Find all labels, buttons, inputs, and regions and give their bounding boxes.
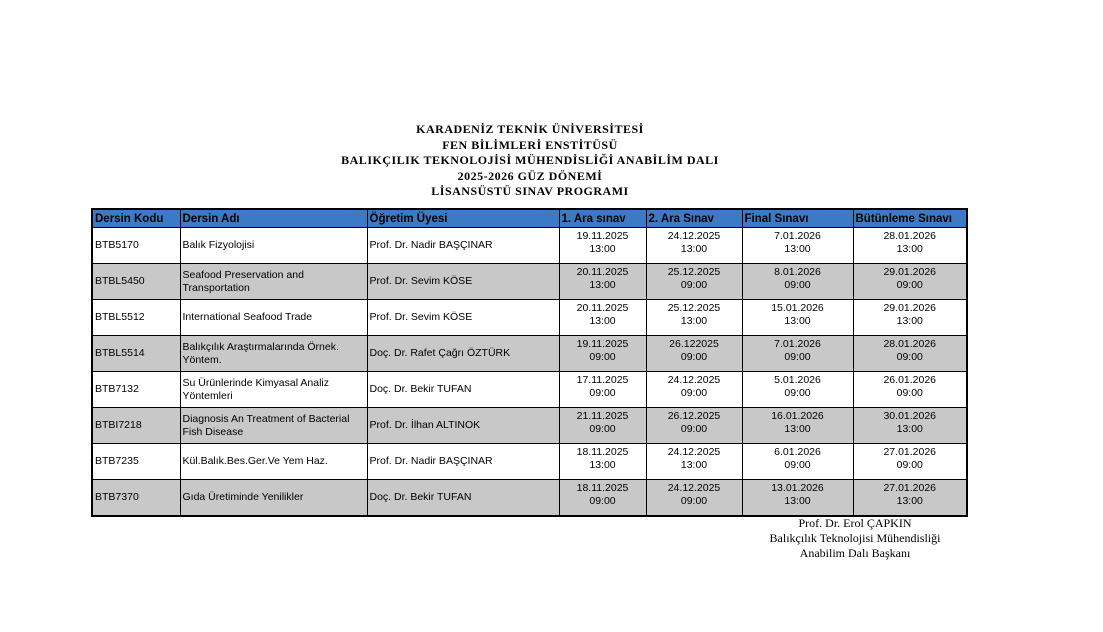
column-header: 1. Ara sınav bbox=[559, 209, 646, 228]
course-code-cell-text: BTB7132 bbox=[95, 383, 139, 395]
midterm2-cell bbox=[646, 372, 742, 408]
final-cell-date: 16.01.2026 bbox=[771, 410, 824, 422]
midterm2-cell-date: 25.12.2025 bbox=[667, 266, 721, 278]
table-row bbox=[92, 228, 967, 264]
midterm1-cell bbox=[559, 372, 646, 408]
midterm2-cell-time: 13:00 bbox=[680, 243, 708, 255]
course-name-cell-text: Diagnosis An Treatment of Bacterial Fish Disease bbox=[182, 412, 350, 438]
final-cell bbox=[742, 372, 853, 408]
midterm2-cell-time: 13:00 bbox=[680, 459, 708, 471]
course-name-cell bbox=[180, 228, 367, 264]
final-cell-date: 13.01.2026 bbox=[771, 482, 824, 494]
institute-name: FEN BİLİMLERİ ENSTİTÜSÜ bbox=[442, 137, 618, 152]
midterm1-cell-time: 09:00 bbox=[589, 495, 616, 507]
instructor-cell bbox=[367, 372, 559, 408]
course-name-cell bbox=[180, 444, 367, 480]
makeup-cell bbox=[853, 372, 967, 408]
course-name-cell-text: Balık Fizyolojisi bbox=[182, 239, 255, 251]
midterm2-cell-time: 13:00 bbox=[680, 315, 708, 327]
midterm2-cell-date: 24.12.2025 bbox=[667, 374, 721, 386]
midterm1-cell-date: 19.11.2025 bbox=[576, 230, 629, 242]
makeup-cell-date: 30.01.2026 bbox=[883, 410, 937, 422]
final-cell-date: 7.01.2026 bbox=[774, 338, 821, 350]
table-row bbox=[92, 408, 967, 444]
signature-block bbox=[740, 516, 970, 561]
course-name-cell bbox=[180, 408, 367, 444]
final-cell bbox=[742, 336, 853, 372]
instructor-cell-text: Prof. Dr. Nadir BAŞÇINAR bbox=[369, 455, 493, 467]
makeup-cell-time: 09:00 bbox=[896, 459, 923, 471]
final-cell-time: 09:00 bbox=[784, 279, 811, 291]
course-code-cell-text: BTBL5450 bbox=[95, 275, 145, 287]
midterm2-cell-date: 26.12.2025 bbox=[667, 410, 721, 422]
instructor-cell bbox=[367, 444, 559, 480]
instructor-cell-text: Prof. Dr. İlhan ALTINOK bbox=[369, 419, 481, 431]
signatory-title: Balıkçılık Teknolojisi Mühendisliği bbox=[769, 531, 941, 545]
course-code-cell-text: BTB5170 bbox=[95, 239, 139, 251]
makeup-cell-date: 27.01.2026 bbox=[883, 446, 937, 458]
course-code-cell bbox=[92, 372, 180, 408]
makeup-cell-date: 27.01.2026 bbox=[883, 482, 937, 494]
table-row bbox=[92, 372, 967, 408]
course-code-cell bbox=[92, 408, 180, 444]
course-code-cell bbox=[92, 480, 180, 517]
makeup-cell bbox=[853, 336, 967, 372]
midterm2-cell-date: 25.12.2025 bbox=[667, 302, 721, 314]
course-name-cell-text: Su Ürünlerinde Kimyasal Analiz Yöntemleri bbox=[182, 376, 329, 402]
table-row bbox=[92, 300, 967, 336]
midterm1-cell-date: 18.11.2025 bbox=[576, 446, 629, 458]
makeup-cell-time: 13:00 bbox=[896, 423, 923, 435]
instructor-cell-text: Prof. Dr. Sevim KÖSE bbox=[369, 275, 473, 287]
midterm1-cell bbox=[559, 228, 646, 264]
midterm1-cell bbox=[559, 408, 646, 444]
final-cell bbox=[742, 228, 853, 264]
midterm1-cell bbox=[559, 264, 646, 300]
document-header bbox=[90, 122, 970, 200]
midterm2-cell bbox=[646, 228, 742, 264]
midterm1-cell-time: 09:00 bbox=[589, 351, 616, 363]
department-name: BALIKÇILIK TEKNOLOJİSİ MÜHENDİSLİĞİ ANABİLİM DALI bbox=[341, 153, 719, 167]
final-cell-time: 09:00 bbox=[784, 351, 811, 363]
document-title: LİSANSÜSTÜ SINAV PROGRAMI bbox=[431, 184, 629, 198]
midterm1-cell-time: 13:00 bbox=[589, 459, 616, 471]
midterm2-cell bbox=[646, 336, 742, 372]
midterm1-cell bbox=[559, 444, 646, 480]
course-code-cell-text: BTB7235 bbox=[95, 455, 139, 467]
university-name: KARADENİZ TEKNİK ÜNİVERSİTESİ bbox=[416, 122, 644, 136]
instructor-cell-text: Doç. Dr. Rafet Çağrı ÖZTÜRK bbox=[369, 347, 511, 359]
midterm1-cell-time: 13:00 bbox=[589, 279, 616, 291]
midterm2-cell bbox=[646, 264, 742, 300]
course-code-cell bbox=[92, 444, 180, 480]
makeup-cell bbox=[853, 264, 967, 300]
final-cell-time: 09:00 bbox=[784, 459, 811, 471]
course-code-cell-text: BTBL5512 bbox=[95, 311, 145, 323]
midterm1-cell-time: 13:00 bbox=[589, 315, 616, 327]
course-code-cell bbox=[92, 336, 180, 372]
makeup-cell bbox=[853, 480, 967, 517]
makeup-cell bbox=[853, 444, 967, 480]
instructor-cell bbox=[367, 300, 559, 336]
final-cell bbox=[742, 408, 853, 444]
midterm2-cell-time: 09:00 bbox=[680, 351, 708, 363]
midterm1-cell bbox=[559, 300, 646, 336]
final-cell bbox=[742, 300, 853, 336]
instructor-cell-text: Doç. Dr. Bekir TUFAN bbox=[369, 491, 472, 503]
column-header: Dersin Kodu bbox=[92, 209, 180, 228]
course-code-cell bbox=[92, 264, 180, 300]
final-cell-date: 5.01.2026 bbox=[774, 374, 821, 386]
instructor-cell-text: Prof. Dr. Sevim KÖSE bbox=[369, 311, 473, 323]
midterm2-cell-date: 24.12.2025 bbox=[667, 230, 721, 242]
course-code-cell-text: BTBL5514 bbox=[95, 347, 145, 359]
final-cell-date: 7.01.2026 bbox=[774, 230, 821, 242]
makeup-cell-time: 13:00 bbox=[896, 495, 923, 507]
instructor-cell bbox=[367, 264, 559, 300]
makeup-cell-time: 13:00 bbox=[896, 315, 923, 327]
makeup-cell-date: 28.01.2026 bbox=[883, 338, 937, 350]
midterm1-cell-date: 17.11.2025 bbox=[576, 374, 629, 386]
course-name-cell bbox=[180, 264, 367, 300]
midterm1-cell-time: 13:00 bbox=[589, 243, 616, 255]
instructor-cell bbox=[367, 228, 559, 264]
makeup-cell-time: 09:00 bbox=[896, 279, 923, 291]
final-cell bbox=[742, 264, 853, 300]
instructor-cell-text: Doç. Dr. Bekir TUFAN bbox=[369, 383, 472, 395]
midterm2-cell bbox=[646, 300, 742, 336]
midterm1-cell bbox=[559, 336, 646, 372]
midterm2-cell-date: 24.12.2025 bbox=[667, 446, 721, 458]
course-code-cell-text: BTBI7218 bbox=[95, 419, 142, 431]
midterm2-cell-time: 09:00 bbox=[680, 423, 708, 435]
instructor-cell bbox=[367, 408, 559, 444]
course-name-cell-text: Seafood Preservation and Transportation bbox=[182, 268, 304, 294]
course-name-cell bbox=[180, 300, 367, 336]
midterm2-cell-time: 09:00 bbox=[680, 495, 708, 507]
midterm2-cell-time: 09:00 bbox=[680, 279, 708, 291]
semester: 2025-2026 GÜZ DÖNEMİ bbox=[457, 168, 603, 183]
midterm2-cell-date: 26.122025 bbox=[669, 338, 719, 350]
midterm1-cell-time: 09:00 bbox=[589, 423, 616, 435]
makeup-cell bbox=[853, 300, 967, 336]
final-cell-date: 15.01.2026 bbox=[771, 302, 824, 314]
midterm1-cell-date: 20.11.2025 bbox=[576, 302, 629, 314]
course-name-cell-text: Balıkçılık Araştırmalarında Örnek. Yöntem. bbox=[182, 340, 339, 366]
final-cell-time: 13:00 bbox=[784, 423, 811, 435]
makeup-cell-date: 29.01.2026 bbox=[883, 266, 937, 278]
makeup-cell-time: 09:00 bbox=[896, 387, 923, 399]
makeup-cell-date: 28.01.2026 bbox=[883, 230, 937, 242]
midterm1-cell-date: 18.11.2025 bbox=[576, 482, 629, 494]
instructor-cell bbox=[367, 480, 559, 517]
course-code-cell-text: BTB7370 bbox=[95, 491, 139, 503]
final-cell-time: 13:00 bbox=[784, 315, 811, 327]
final-cell-date: 6.01.2026 bbox=[774, 446, 821, 458]
final-cell-time: 09:00 bbox=[784, 387, 811, 399]
makeup-cell-time: 09:00 bbox=[896, 351, 923, 363]
final-cell bbox=[742, 444, 853, 480]
course-name-cell-text: Gıda Üretiminde Yenilikler bbox=[182, 491, 304, 503]
course-name-cell-text: International Seafood Trade bbox=[182, 311, 313, 323]
makeup-cell-date: 26.01.2026 bbox=[883, 374, 937, 386]
midterm2-cell bbox=[646, 408, 742, 444]
column-header: Bütünleme Sınavı bbox=[853, 209, 967, 228]
final-cell-time: 13:00 bbox=[784, 243, 811, 255]
makeup-cell-time: 13:00 bbox=[896, 243, 923, 255]
course-name-cell bbox=[180, 336, 367, 372]
column-header: Dersin Adı bbox=[180, 209, 367, 228]
signatory-role: Anabilim Dalı Başkanı bbox=[799, 546, 911, 560]
signatory-name: Prof. Dr. Erol ÇAPKIN bbox=[798, 516, 912, 530]
instructor-cell bbox=[367, 336, 559, 372]
final-cell-date: 8.01.2026 bbox=[774, 266, 821, 278]
midterm1-cell bbox=[559, 480, 646, 517]
course-code-cell bbox=[92, 228, 180, 264]
table-row bbox=[92, 480, 967, 517]
midterm2-cell-time: 09:00 bbox=[680, 387, 708, 399]
column-header: Öğretim Üyesi bbox=[367, 209, 559, 228]
final-cell bbox=[742, 480, 853, 517]
table-row bbox=[92, 336, 967, 372]
table-header-row bbox=[92, 209, 967, 228]
midterm2-cell bbox=[646, 480, 742, 517]
exam-schedule-table bbox=[91, 208, 968, 517]
midterm2-cell bbox=[646, 444, 742, 480]
instructor-cell-text: Prof. Dr. Nadir BAŞÇINAR bbox=[369, 239, 493, 251]
makeup-cell bbox=[853, 228, 967, 264]
final-cell-time: 13:00 bbox=[784, 495, 811, 507]
midterm1-cell-date: 20.11.2025 bbox=[576, 266, 629, 278]
column-header: Final Sınavı bbox=[742, 209, 853, 228]
course-name-cell bbox=[180, 480, 367, 517]
course-name-cell-text: Kül.Balık.Bes.Ger.Ve Yem Haz. bbox=[182, 455, 328, 467]
table-row bbox=[92, 444, 967, 480]
makeup-cell-date: 29.01.2026 bbox=[883, 302, 937, 314]
midterm1-cell-time: 09:00 bbox=[589, 387, 616, 399]
makeup-cell bbox=[853, 408, 967, 444]
column-header: 2. Ara Sınav bbox=[646, 209, 742, 228]
midterm1-cell-date: 21.11.2025 bbox=[576, 410, 629, 422]
course-code-cell bbox=[92, 300, 180, 336]
table-row bbox=[92, 264, 967, 300]
midterm2-cell-date: 24.12.2025 bbox=[667, 482, 721, 494]
midterm1-cell-date: 19.11.2025 bbox=[576, 338, 629, 350]
course-name-cell bbox=[180, 372, 367, 408]
